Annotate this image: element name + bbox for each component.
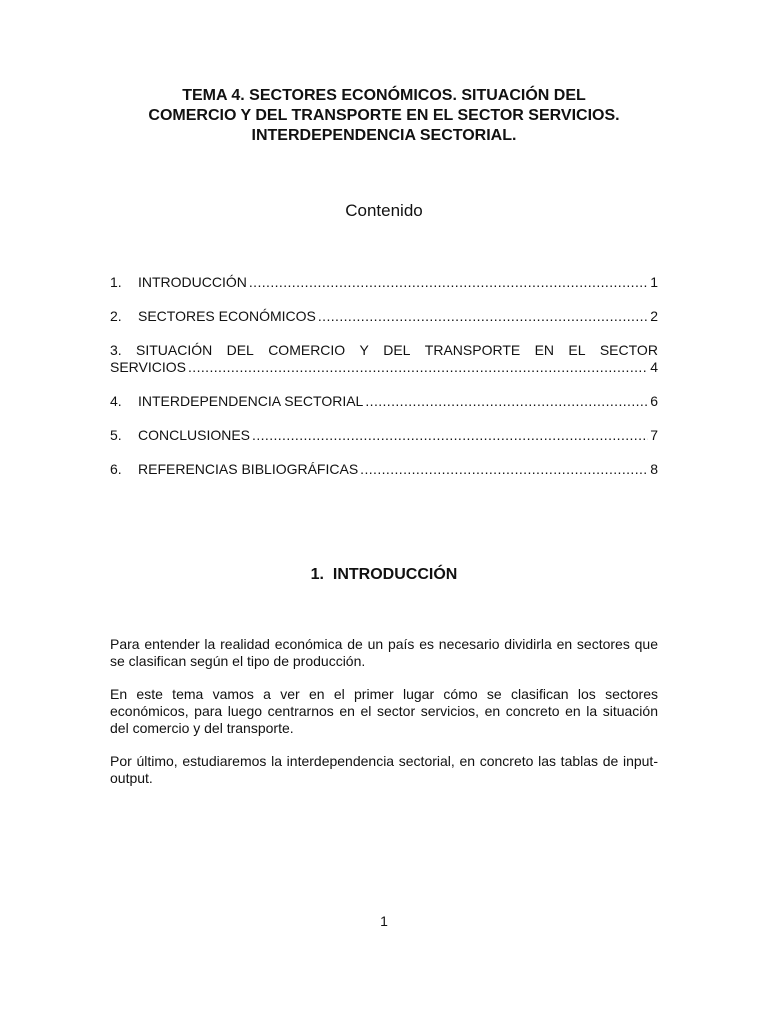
toc-label: INTERDEPENDENCIA SECTORIAL: [138, 393, 364, 409]
toc-label-line-1: [110, 342, 658, 359]
toc-page-number: 4: [650, 359, 658, 375]
toc-word: Y: [359, 342, 369, 358]
toc-entry-interdependencia[interactable]: [110, 393, 658, 410]
toc-word: SITUACIÓN: [136, 342, 213, 358]
toc-number: 1.: [110, 274, 122, 290]
paragraph: En este tema vamos a ver en el primer lugar cómo se clasifican los sectores económicos, para luego centrarnos en el sector servicios, en concreto en la situación del comercio y del transporte.: [110, 686, 658, 736]
toc-word: DEL: [226, 342, 254, 358]
toc-label: SECTORES ECONÓMICOS: [138, 308, 316, 324]
toc-dot-leader: [360, 461, 648, 478]
toc-page-number: 7: [650, 427, 658, 443]
toc-number: 4.: [110, 393, 122, 409]
toc-page-number: 6: [650, 393, 658, 409]
toc-word: COMERCIO: [268, 342, 346, 358]
toc-page-number: 8: [650, 461, 658, 477]
toc-label: REFERENCIAS BIBLIOGRÁFICAS: [138, 461, 359, 477]
toc-number: 6.: [110, 461, 122, 477]
toc-dot-leader: [252, 427, 648, 444]
toc-entry-situacion-comercio[interactable]: [110, 342, 658, 376]
toc-entry-referencias[interactable]: [110, 461, 658, 478]
title-line: TEMA 4. SECTORES ECONÓMICOS. SITUACIÓN DEL: [182, 87, 586, 104]
toc-page-number: 2: [650, 308, 658, 324]
toc-number: 2.: [110, 308, 122, 324]
toc-label: CONCLUSIONES: [138, 427, 251, 443]
toc-word: TRANSPORTE: [424, 342, 521, 358]
toc-page-number: 1: [650, 274, 658, 290]
toc-dot-leader: [188, 359, 648, 376]
toc-entry-introduccion[interactable]: [110, 274, 658, 291]
toc-word: DEL: [383, 342, 411, 358]
section-heading-introduccion: 1. INTRODUCCIÓN: [310, 566, 458, 583]
toc-word: EL: [568, 342, 586, 358]
paragraph: Para entender la realidad económica de un país es necesario dividirla en sectores que se clasifican según el tipo de producción.: [110, 636, 658, 669]
toc-dot-leader: [318, 308, 648, 325]
toc-label: SERVICIOS: [110, 359, 186, 375]
title-line: INTERDEPENDENCIA SECTORIAL.: [251, 127, 517, 144]
toc-number: 3.: [110, 342, 122, 358]
toc-entry-sectores-economicos[interactable]: [110, 308, 658, 325]
toc-heading: Contenido: [345, 201, 423, 220]
toc-word: EN: [534, 342, 555, 358]
toc-dot-leader: [365, 393, 648, 410]
toc-number: 5.: [110, 427, 122, 443]
paragraph: Por último, estudiaremos la interdependencia sectorial, en concreto las tablas de input-output.: [110, 753, 658, 786]
page-number: 1: [380, 913, 388, 929]
document-title: [100, 86, 668, 146]
toc-label: INTRODUCCIÓN: [138, 274, 247, 290]
toc-entry-conclusiones[interactable]: [110, 427, 658, 444]
toc-dot-leader: [249, 274, 648, 291]
title-line: COMERCIO Y DEL TRANSPORTE EN EL SECTOR SERVICIOS.: [148, 107, 620, 124]
toc-word: SECTOR: [599, 342, 658, 358]
